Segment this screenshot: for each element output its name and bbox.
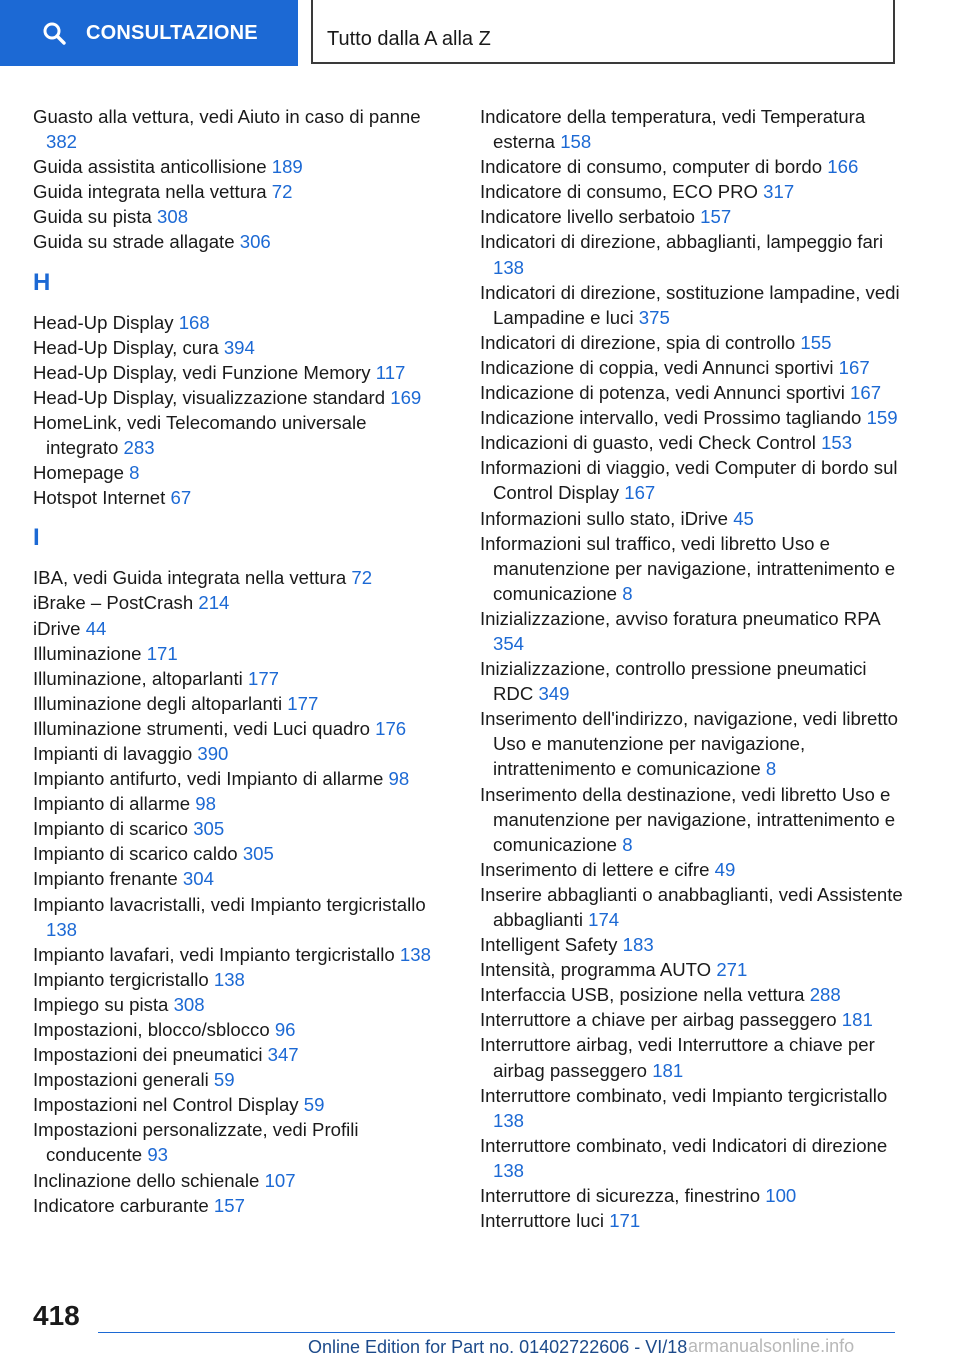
index-page-link[interactable]: 305 bbox=[193, 818, 225, 840]
index-entry-text: Interruttore di sicurezza, finestrino bbox=[480, 1185, 761, 1207]
index-entry bbox=[480, 1032, 910, 1082]
index-page-link[interactable]: 283 bbox=[123, 437, 155, 459]
index-entry bbox=[480, 957, 910, 982]
index-page-link[interactable]: 375 bbox=[638, 306, 670, 328]
index-entry bbox=[33, 1117, 443, 1167]
index-entry-text: Indicatori di direzione, spia di controllo bbox=[480, 331, 796, 353]
index-entry-text: Impianti di lavaggio bbox=[33, 742, 193, 764]
index-page-link[interactable]: 349 bbox=[538, 683, 570, 705]
index-entry bbox=[33, 741, 443, 766]
index-entry bbox=[480, 1183, 910, 1208]
index-entry-text: Head-Up Display, cura bbox=[33, 336, 219, 358]
index-entry-text: Inizializzazione, controllo pressione pneumatici RDC bbox=[480, 658, 867, 705]
index-entry bbox=[480, 706, 910, 781]
index-entry-text: Guasto alla vettura, vedi Aiuto in caso di panne bbox=[33, 106, 421, 127]
index-entry bbox=[33, 766, 443, 791]
index-page-link[interactable]: 72 bbox=[351, 567, 373, 589]
index-page-link[interactable]: 390 bbox=[197, 742, 229, 764]
index-entry bbox=[480, 430, 910, 455]
index-entry bbox=[33, 565, 443, 590]
index-entry-text: Impianto tergicristallo bbox=[33, 968, 209, 990]
index-entry bbox=[480, 1208, 910, 1233]
index-page-link[interactable]: 59 bbox=[213, 1069, 235, 1091]
index-page-link[interactable]: 189 bbox=[271, 156, 303, 178]
index-page-link[interactable]: 382 bbox=[46, 131, 78, 153]
index-page-link[interactable]: 67 bbox=[170, 487, 192, 509]
index-page-link[interactable]: 308 bbox=[173, 993, 205, 1015]
index-entry bbox=[33, 410, 443, 460]
index-column-right bbox=[480, 104, 910, 1233]
index-entry-text: Impianto di scarico bbox=[33, 818, 189, 840]
index-entry-text: Indicatore di consumo, ECO PRO bbox=[480, 181, 758, 203]
index-entry-text: Intelligent Safety bbox=[480, 934, 618, 956]
index-page-link[interactable]: 138 bbox=[493, 256, 525, 278]
index-entry-text: Indicazione intervallo, vedi Prossimo tagliando bbox=[480, 407, 862, 429]
index-entry bbox=[480, 882, 910, 932]
index-page-link[interactable]: 98 bbox=[195, 793, 216, 815]
index-entry bbox=[480, 1007, 910, 1032]
index-page-link[interactable]: 177 bbox=[248, 667, 280, 689]
index-entry bbox=[480, 1133, 910, 1183]
index-page-link[interactable]: 174 bbox=[588, 909, 620, 930]
index-entry bbox=[33, 590, 443, 615]
index-entry bbox=[480, 380, 910, 405]
index-entry-text: Informazioni di viaggio, vedi Computer di bordo sul Control Display bbox=[480, 457, 898, 504]
index-page-link[interactable]: 155 bbox=[800, 331, 832, 353]
index-entry bbox=[33, 154, 443, 179]
index-page-link[interactable]: 317 bbox=[763, 181, 795, 203]
index-page-link[interactable]: 157 bbox=[700, 206, 732, 228]
index-entry-text: Impostazioni generali bbox=[33, 1069, 209, 1091]
index-page-link[interactable]: 308 bbox=[157, 206, 189, 228]
index-page-link[interactable]: 271 bbox=[716, 959, 748, 981]
index-page-link[interactable]: 181 bbox=[841, 1009, 873, 1031]
index-entry-text: IBA, vedi Guida integrata nella vettura bbox=[33, 567, 347, 589]
index-entry bbox=[480, 982, 910, 1007]
index-entry bbox=[480, 656, 910, 706]
index-entry-text: Inserimento dell'indirizzo, navigazione, vedi libretto Uso e manutenzione per navigazione, intrattenimento e comunicazione bbox=[480, 708, 898, 780]
page-number: 418 bbox=[33, 1300, 80, 1331]
index-entry-text: HomeLink, vedi Telecomando universale integrato bbox=[33, 411, 367, 459]
index-entry-text: Impiego su pista bbox=[33, 993, 169, 1015]
index-page-link[interactable]: 117 bbox=[375, 361, 406, 383]
index-entry-text: Indicatori di direzione, abbaglianti, lampeggio fari bbox=[480, 231, 884, 253]
index-page-link[interactable]: 306 bbox=[239, 231, 271, 253]
index-page-link[interactable]: 304 bbox=[182, 868, 214, 890]
index-page-link[interactable]: 305 bbox=[242, 843, 274, 865]
index-entry bbox=[480, 782, 910, 857]
watermark: armanualsonline.info bbox=[688, 1336, 855, 1356]
index-entry bbox=[33, 1042, 443, 1067]
index-entry-text: iDrive bbox=[33, 617, 81, 639]
tab-label: CONSULTAZIONE bbox=[86, 21, 258, 44]
index-entry bbox=[33, 967, 443, 992]
index-page-link[interactable]: 138 bbox=[46, 918, 78, 940]
index-entry bbox=[33, 641, 443, 666]
index-entry-text: Head-Up Display bbox=[33, 311, 174, 333]
index-entry-text: Indicazioni di guasto, vedi Check Control bbox=[480, 432, 816, 454]
index-page-link[interactable]: 394 bbox=[223, 336, 255, 358]
index-entry bbox=[33, 1017, 443, 1042]
index-page-link[interactable]: 171 bbox=[609, 1210, 641, 1232]
footer-divider bbox=[98, 1332, 895, 1333]
index-entry bbox=[33, 460, 443, 485]
index-entry-text: Indicatore livello serbatoio bbox=[480, 206, 695, 228]
index-entry bbox=[33, 992, 443, 1017]
consultazione-tab[interactable] bbox=[0, 0, 298, 66]
index-page-link[interactable]: 167 bbox=[624, 482, 656, 504]
index-entry-text: Impianto frenante bbox=[33, 868, 178, 890]
index-entry bbox=[33, 1067, 443, 1092]
index-entry bbox=[33, 204, 443, 229]
index-entry-text: Indicazione di coppia, vedi Annunci sportivi bbox=[480, 356, 834, 378]
index-entry bbox=[480, 229, 910, 279]
index-entry-text: Homepage bbox=[33, 462, 124, 484]
index-entry bbox=[480, 1083, 910, 1133]
index-page-link[interactable]: 100 bbox=[765, 1185, 797, 1207]
index-entry bbox=[480, 355, 910, 380]
index-entry-text: Interruttore combinato, vedi Impianto tergicristallo bbox=[480, 1084, 888, 1106]
index-entry-text: Guida assistita anticollisione bbox=[33, 156, 267, 178]
index-page-link[interactable]: 45 bbox=[733, 507, 754, 529]
index-entry-text: Inclinazione dello schienale bbox=[33, 1169, 260, 1191]
index-entry-text: Interruttore luci bbox=[480, 1210, 605, 1232]
index-entry-text: Interfaccia USB, posizione nella vettura bbox=[480, 984, 805, 1006]
index-entry bbox=[480, 455, 910, 505]
index-page-link[interactable]: 98 bbox=[388, 768, 410, 790]
index-entry-text: Indicazione di potenza, vedi Annunci sportivi bbox=[480, 382, 845, 404]
index-entry-text: Impianto lavafari, vedi Impianto tergicristallo bbox=[33, 943, 395, 965]
index-entry bbox=[33, 841, 443, 866]
index-page-link[interactable]: 59 bbox=[303, 1094, 325, 1116]
index-page-link[interactable]: 181 bbox=[652, 1059, 684, 1081]
index-entry bbox=[480, 179, 910, 204]
index-entry-text: Impianto di scarico caldo bbox=[33, 843, 238, 865]
index-page-link[interactable]: 169 bbox=[390, 386, 422, 408]
index-entry bbox=[480, 606, 910, 656]
index-letter-heading: I bbox=[33, 524, 40, 552]
index-entry-text: Inserire abbaglianti o anabbaglianti, vedi Assistente abbaglianti bbox=[480, 883, 903, 930]
index-page-link[interactable]: 214 bbox=[198, 592, 230, 614]
index-entry-text: Guida su pista bbox=[33, 206, 152, 228]
index-page-link[interactable]: 347 bbox=[267, 1044, 299, 1066]
index-page-link[interactable]: 288 bbox=[809, 984, 841, 1006]
index-page-link[interactable]: 153 bbox=[821, 432, 853, 454]
index-entry bbox=[33, 179, 443, 204]
index-entry bbox=[33, 791, 443, 816]
index-entry-text: Informazioni sul traffico, vedi libretto Uso e manutenzione per navigazione, intrattenimento e comunicazione bbox=[480, 532, 896, 604]
index-entry bbox=[480, 531, 910, 606]
index-entry bbox=[33, 335, 443, 360]
index-entry bbox=[33, 816, 443, 841]
index-entry-text: Hotspot Internet bbox=[33, 487, 166, 509]
index-page-link[interactable]: 107 bbox=[264, 1169, 296, 1191]
index-page-link[interactable]: 72 bbox=[271, 181, 293, 203]
index-page-link[interactable]: 138 bbox=[493, 1159, 525, 1181]
index-entry-text: Illuminazione degli altoparlanti bbox=[33, 692, 283, 714]
index-page-link[interactable]: 354 bbox=[493, 632, 525, 654]
index-entry-text: Illuminazione bbox=[33, 642, 142, 664]
index-entry bbox=[33, 1092, 443, 1117]
index-page-link[interactable]: 138 bbox=[493, 1109, 525, 1131]
index-entry-text: Guida integrata nella vettura bbox=[33, 181, 267, 203]
index-entry bbox=[33, 666, 443, 691]
index-entry bbox=[33, 892, 443, 942]
index-page-link[interactable]: 8 bbox=[622, 582, 633, 604]
index-entry-text: Illuminazione strumenti, vedi Luci quadro bbox=[33, 717, 370, 739]
index-entry-text: Indicatori di direzione, sostituzione lampadine, vedi Lampadine e luci bbox=[480, 281, 900, 328]
index-entry-text: Indicatore carburante bbox=[33, 1194, 209, 1216]
index-entry-text: Inserimento di lettere e cifre bbox=[480, 858, 710, 880]
index-page-link[interactable]: 167 bbox=[850, 382, 882, 404]
search-icon bbox=[42, 21, 66, 45]
index-entry bbox=[33, 104, 443, 154]
index-entry-text: Inserimento della destinazione, vedi libretto Uso e manutenzione per navigazione, intrattenimento e comunicazione bbox=[480, 783, 896, 855]
current-section-title: Tutto dalla A alla Z bbox=[327, 28, 491, 50]
index-entry bbox=[33, 1193, 443, 1218]
index-entry bbox=[33, 229, 443, 254]
index-page-link[interactable]: 8 bbox=[129, 462, 140, 484]
index-entry bbox=[480, 104, 910, 154]
index-page-link[interactable]: 44 bbox=[85, 617, 107, 639]
index-entry-text: Informazioni sullo stato, iDrive bbox=[480, 507, 729, 529]
index-entry bbox=[480, 330, 910, 355]
index-entry bbox=[480, 154, 910, 179]
index-entry-text: Impianto di allarme bbox=[33, 793, 191, 815]
index-page-link[interactable]: 138 bbox=[213, 968, 245, 990]
index-entry bbox=[33, 942, 443, 967]
index-page-link[interactable]: 166 bbox=[827, 156, 859, 178]
index-entry-text: iBrake – PostCrash bbox=[33, 592, 194, 614]
index-page-link[interactable]: 167 bbox=[838, 356, 870, 378]
index-entry bbox=[33, 360, 443, 385]
index-entry-text: Interruttore a chiave per airbag passeggero bbox=[480, 1009, 837, 1031]
index-page-link[interactable]: 176 bbox=[375, 717, 407, 739]
index-entry-text: Impianto antifurto, vedi Impianto di allarme bbox=[33, 768, 384, 790]
index-entry bbox=[33, 691, 443, 716]
index-page-link[interactable]: 168 bbox=[178, 311, 210, 333]
index-entry-text: Intensità, programma AUTO bbox=[480, 959, 712, 981]
index-page-link[interactable]: 177 bbox=[287, 692, 319, 714]
index-column-left bbox=[33, 104, 443, 1218]
index-page-link[interactable]: 93 bbox=[147, 1144, 169, 1166]
index-entry-text: Interruttore combinato, vedi Indicatori di direzione bbox=[480, 1134, 888, 1156]
index-page-link[interactable]: 183 bbox=[622, 934, 654, 956]
index-page-link[interactable]: 157 bbox=[213, 1194, 245, 1216]
index-page-link[interactable]: 171 bbox=[146, 642, 178, 664]
page-header bbox=[0, 0, 960, 66]
index-page-link[interactable]: 159 bbox=[866, 407, 898, 429]
index-entry-text: Illuminazione, altoparlanti bbox=[33, 667, 243, 689]
index-entry-text: Impostazioni nel Control Display bbox=[33, 1094, 299, 1116]
index-page-link[interactable]: 138 bbox=[399, 943, 431, 965]
current-section-tab[interactable] bbox=[311, 0, 895, 64]
edition-footer: Online Edition for Part no. 01402722606 - VI/18 bbox=[308, 1337, 688, 1357]
index-entry bbox=[480, 204, 910, 229]
index-entry bbox=[480, 932, 910, 957]
index-entry bbox=[33, 616, 443, 641]
index-entry bbox=[33, 716, 443, 741]
index-entry bbox=[480, 857, 910, 882]
index-page-link[interactable]: 8 bbox=[622, 833, 633, 855]
index-page-link[interactable]: 158 bbox=[560, 131, 592, 153]
index-entry-text: Guida su strade allagate bbox=[33, 231, 235, 253]
index-letter-heading: H bbox=[33, 268, 51, 296]
index-entry-text: Head-Up Display, vedi Funzione Memory bbox=[33, 361, 371, 383]
index-entry bbox=[33, 310, 443, 335]
index-entry-text: Indicatore di consumo, computer di bordo bbox=[480, 156, 823, 178]
index-entry bbox=[33, 866, 443, 891]
index-entry-text: Head-Up Display, visualizzazione standard bbox=[33, 386, 386, 408]
index-entry bbox=[480, 280, 910, 330]
index-entry bbox=[33, 1168, 443, 1193]
index-page-link[interactable]: 8 bbox=[765, 758, 777, 780]
index-entry bbox=[33, 385, 443, 410]
index-entry-text: Impostazioni personalizzate, vedi Profili conducente bbox=[33, 1119, 359, 1166]
index-entry-text: Inizializzazione, avviso foratura pneumatico RPA bbox=[480, 607, 880, 629]
index-entry bbox=[480, 405, 910, 430]
index-entry-text: Impianto lavacristalli, vedi Impianto tergicristallo bbox=[33, 893, 426, 915]
index-entry-text: Interruttore airbag, vedi Interruttore a chiave per airbag passeggero bbox=[480, 1034, 875, 1081]
index-entry-text: Indicatore della temperatura, vedi Temperatura esterna bbox=[480, 106, 866, 153]
index-page-link[interactable]: 96 bbox=[274, 1019, 296, 1040]
index-entry bbox=[480, 506, 910, 531]
index-entry-text: Impostazioni dei pneumatici bbox=[33, 1044, 263, 1066]
index-page-link[interactable]: 49 bbox=[714, 858, 736, 880]
index-entry bbox=[33, 485, 443, 510]
index-entry-text: Impostazioni, blocco/sblocco bbox=[33, 1019, 270, 1040]
